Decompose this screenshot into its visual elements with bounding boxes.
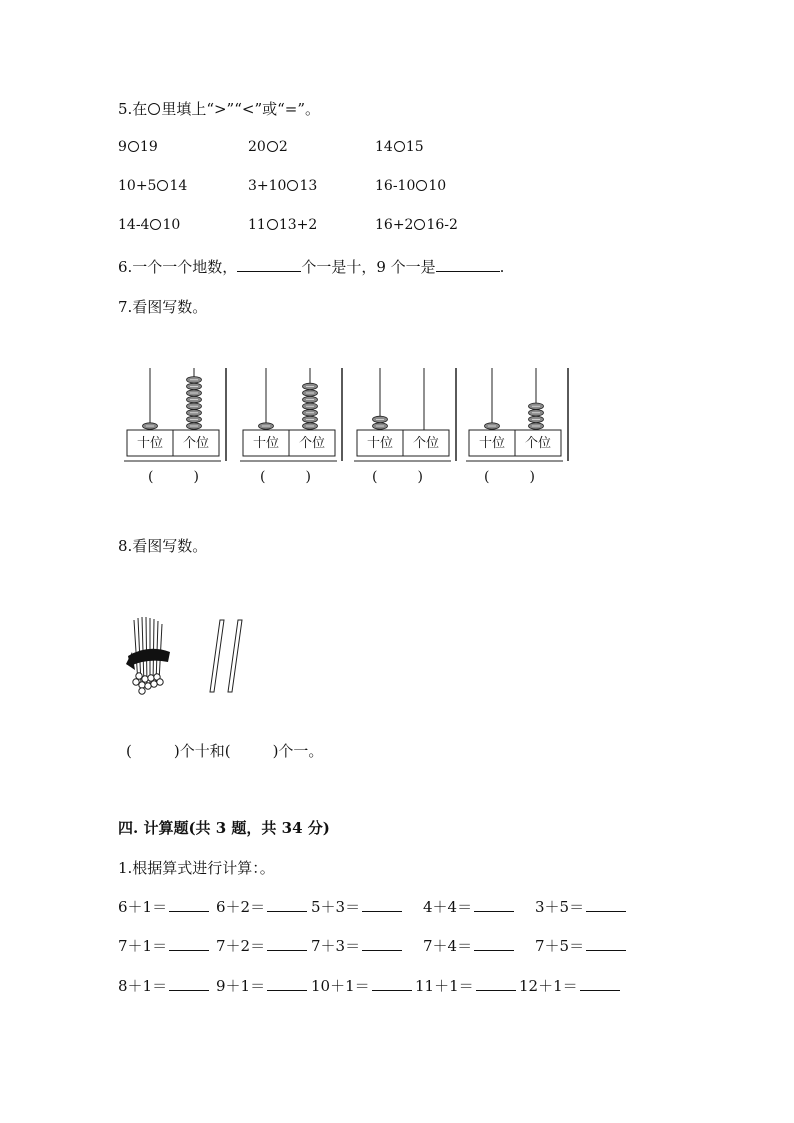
circle-blank-icon[interactable]: [150, 219, 161, 230]
calc-item: [216, 896, 307, 917]
left-operand: 14: [375, 139, 393, 155]
left-operand: 3+10: [248, 178, 287, 194]
comparison-item[interactable]: [248, 178, 317, 194]
tens-label: 十位: [478, 436, 505, 451]
answer-blank[interactable]: [474, 911, 514, 912]
abacus-figure: [122, 366, 230, 462]
q8-sticks-figure: [122, 612, 262, 696]
answer-blank[interactable]: [476, 990, 516, 991]
q6-part4: .: [499, 258, 505, 276]
single-stick-icon: [210, 620, 242, 692]
answer-blank[interactable]: [267, 950, 307, 951]
expression: 10＋1＝: [311, 977, 370, 995]
q5-title-head: 5.在: [118, 100, 148, 118]
q8-answer-part3: )个一。: [272, 742, 324, 760]
paren-close: ): [529, 469, 535, 485]
calc-item: [118, 935, 209, 956]
left-operand: 11: [248, 217, 266, 233]
ones-label: 个位: [298, 436, 325, 451]
comparison-item[interactable]: [248, 217, 317, 233]
paren-open: (: [372, 469, 378, 485]
left-operand: 20: [248, 139, 266, 155]
ones-label: 个位: [412, 436, 439, 451]
calc-item: [535, 896, 626, 917]
answer-blank[interactable]: [362, 911, 402, 912]
q8-answer: [126, 740, 323, 761]
tens-label: 十位: [136, 436, 163, 451]
expression: 11＋1＝: [415, 977, 474, 995]
sticks-drawing: [122, 612, 262, 696]
expression: 5＋3＝: [311, 898, 361, 916]
left-operand: 16-10: [375, 178, 416, 194]
calc-q1-title: 1.根据算式进行计算：。: [118, 859, 275, 877]
paren-close: ): [193, 469, 199, 485]
q8-title: 8.看图写数。: [118, 537, 208, 555]
q8-answer-part1: (: [126, 742, 132, 760]
comparison-item[interactable]: [375, 217, 458, 233]
expression: 7＋3＝: [311, 937, 361, 955]
circle-blank-icon[interactable]: [394, 141, 405, 152]
comparison-item[interactable]: [248, 139, 288, 155]
q7-title: 7.看图写数。: [118, 298, 208, 316]
expression: 7＋1＝: [118, 937, 168, 955]
right-operand: 13+2: [278, 217, 318, 233]
calc-item: [216, 935, 307, 956]
abacus-figure: [352, 366, 460, 462]
q6-text: [118, 256, 504, 277]
answer-blank[interactable]: [474, 950, 514, 951]
expression: 7＋2＝: [216, 937, 266, 955]
ones-label: 个位: [182, 436, 209, 451]
expression: 7＋4＝: [423, 937, 473, 955]
stick-bundle-icon: [126, 617, 170, 694]
answer-slot[interactable]: [260, 469, 311, 485]
ones-label: 个位: [524, 436, 551, 451]
answer-blank[interactable]: [580, 990, 620, 991]
calc-item: [423, 935, 514, 956]
circle-blank-icon[interactable]: [287, 180, 298, 191]
tens-label: 十位: [252, 436, 279, 451]
section-4-heading: 四. 计算题(共 3 题，共 34 分): [118, 819, 330, 837]
circle-blank-icon[interactable]: [414, 219, 425, 230]
calc-item: [519, 975, 620, 996]
expression: 12＋1＝: [519, 977, 578, 995]
paren-open: (: [260, 469, 266, 485]
calc-item: [535, 935, 626, 956]
right-operand: 13: [299, 178, 318, 194]
answer-blank[interactable]: [372, 990, 412, 991]
q6-part1: 6.一个一个地数，: [118, 258, 238, 276]
q5-title-tail: 里填上“>”“<”或“=”。: [161, 100, 321, 118]
circle-blank-icon[interactable]: [157, 180, 168, 191]
paren-close: ): [305, 469, 311, 485]
answer-blank[interactable]: [586, 911, 626, 912]
answer-slot[interactable]: [372, 469, 423, 485]
answer-slot[interactable]: [148, 469, 199, 485]
right-operand: 15: [405, 139, 424, 155]
calc-item: [311, 935, 402, 956]
right-operand: 19: [139, 139, 158, 155]
calc-item: [311, 896, 402, 917]
comparison-item[interactable]: [375, 139, 424, 155]
left-operand: 9: [118, 139, 127, 155]
q6-blank-1[interactable]: [237, 271, 301, 272]
answer-blank[interactable]: [362, 950, 402, 951]
comparison-item[interactable]: [118, 139, 158, 155]
circle-blank-icon: [148, 103, 160, 115]
answer-slot[interactable]: [484, 469, 535, 485]
right-operand: 14: [169, 178, 188, 194]
calc-item: [423, 896, 514, 917]
expression: 8＋1＝: [118, 977, 168, 995]
q6-blank-2[interactable]: [436, 271, 500, 272]
paren-open: (: [484, 469, 490, 485]
expression: 7＋5＝: [535, 937, 585, 955]
paren-close: ): [417, 469, 423, 485]
calc-item: [216, 975, 307, 996]
q8-answer-part2: )个十和(: [173, 742, 231, 760]
answer-blank[interactable]: [169, 950, 209, 951]
left-operand: 16+2: [375, 217, 414, 233]
left-operand: 10+5: [118, 178, 157, 194]
circle-blank-icon[interactable]: [416, 180, 427, 191]
circle-blank-icon[interactable]: [267, 219, 278, 230]
comparison-item[interactable]: [118, 178, 187, 194]
q6-part3: 9 个一是: [376, 258, 436, 276]
expression: 3＋5＝: [535, 898, 585, 916]
answer-blank[interactable]: [267, 911, 307, 912]
abacus-figure: [238, 366, 346, 462]
abacus-figure: [464, 366, 572, 462]
right-operand: 16-2: [426, 217, 458, 233]
expression: 6＋2＝: [216, 898, 266, 916]
paren-open: (: [148, 469, 154, 485]
right-operand: 10: [428, 178, 447, 194]
calc-item: [311, 975, 412, 996]
comparison-item[interactable]: [118, 217, 180, 233]
q5-title: [118, 98, 320, 119]
right-operand: 10: [162, 217, 181, 233]
expression: 4＋4＝: [423, 898, 473, 916]
expression: 9＋1＝: [216, 977, 266, 995]
right-operand: 2: [278, 139, 288, 155]
answer-blank[interactable]: [169, 911, 209, 912]
calc-item: [415, 975, 516, 996]
comparison-item[interactable]: [375, 178, 446, 194]
calc-item: [118, 975, 209, 996]
q6-part2: 个一是十，: [301, 258, 377, 276]
answer-blank[interactable]: [267, 990, 307, 991]
left-operand: 14-4: [118, 217, 150, 233]
circle-blank-icon[interactable]: [128, 141, 139, 152]
answer-blank[interactable]: [586, 950, 626, 951]
tens-label: 十位: [366, 436, 393, 451]
circle-blank-icon[interactable]: [267, 141, 278, 152]
expression: 6＋1＝: [118, 898, 168, 916]
answer-blank[interactable]: [169, 990, 209, 991]
calc-item: [118, 896, 209, 917]
